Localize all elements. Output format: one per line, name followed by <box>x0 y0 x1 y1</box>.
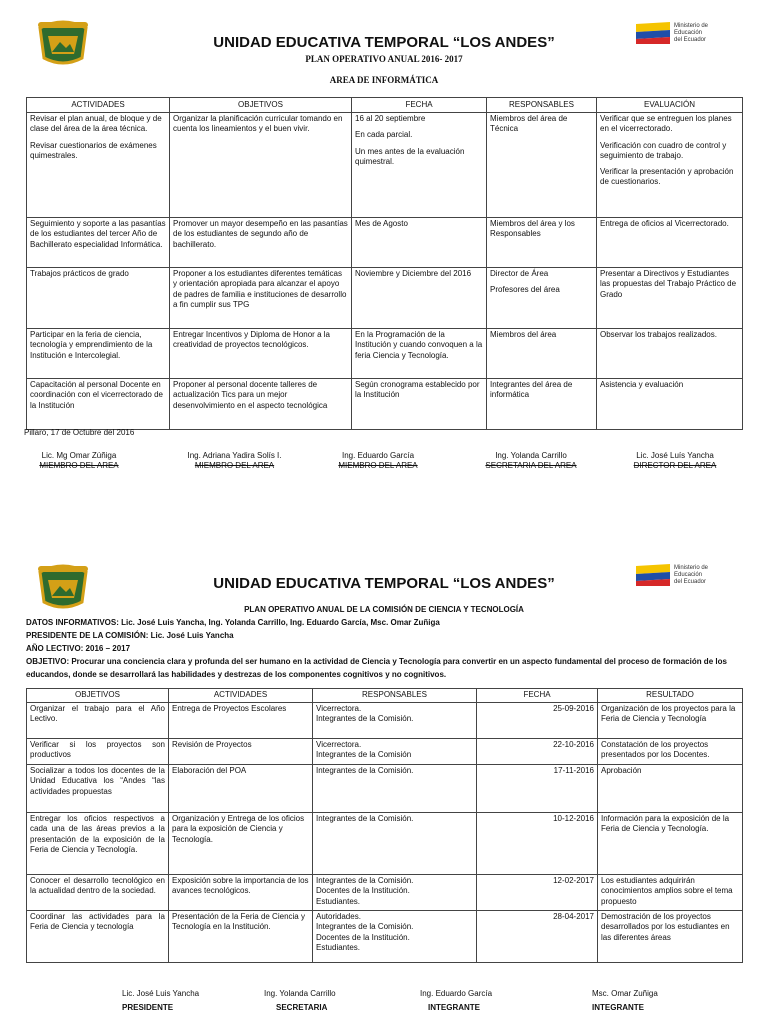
cell-resultado: Demostración de los proyectos desarrollados por los estudiantes en las diferentes áreas <box>598 911 743 963</box>
cell-line: Mes de Agosto <box>355 219 408 228</box>
header-actividades: ACTIVIDADES <box>27 98 170 113</box>
signature-name: Lic. Mg Omar Zúñiga <box>41 451 117 460</box>
signature-name: Ing. Yolanda Carrillo <box>495 451 567 460</box>
cell-line: Profesores del área <box>490 285 560 295</box>
signature-2 <box>172 451 297 471</box>
cell-line: Según cronograma establecido por la Institución <box>355 380 480 400</box>
signature-1 <box>24 451 134 471</box>
place-date: Pillaro, 17 de Octubre del 2016 <box>24 428 135 437</box>
table-row <box>27 268 743 329</box>
cell-resultado: Los estudiantes adquirirán conocimientos amplios sobre el tema propuesto <box>598 875 743 911</box>
cell-line: Integrantes de la Comisión. <box>316 714 414 724</box>
table-row <box>27 813 743 875</box>
cell-line: Miembros del área y los Responsables <box>490 219 575 239</box>
area-title: AREA DE INFORMÁTICA <box>329 75 439 85</box>
cell-responsables <box>313 875 477 911</box>
cell-actividades <box>27 218 170 268</box>
cell-actividades <box>27 268 170 329</box>
signature-2 <box>264 987 336 1015</box>
cell-objetivos: Conocer el desarrollo tecnológico en la actualidad dentro de la sociedad. <box>27 875 169 911</box>
cell-objetivos <box>170 379 352 430</box>
cell-responsables <box>313 703 477 739</box>
cell-objetivos <box>170 218 352 268</box>
datos-informativos: DATOS INFORMATIVOS: Lic. José Luis Yancha, Ing. Yolanda Carrillo, Ing. Eduardo García, Msc. Omar Zuñiga <box>26 618 440 627</box>
cell-line: Seguimiento y soporte a las pasantías de los estudiantes del tercer Año de Bachillerato especialidad Informática. <box>30 219 166 249</box>
signature-name: Ing. Adriana Yadira Solís I. <box>187 451 282 460</box>
cell-line: En la Programación de la Institución y cuando convoquen a la feria Ciencia y Tecnología. <box>355 330 483 360</box>
cell-actividades <box>27 329 170 379</box>
objetivo-general: OBJETIVO: Procurar una conciencia clara y profunda del ser humano en la actividad de Ciencia y Tecnología para convertir en un aspecto fundamental del proceso de formación de los educandos, donde se desarrollará las habilidades y destrezas de los componentes cognitivos y no cognitivos. <box>26 657 727 679</box>
header-fecha: FECHA <box>477 689 598 703</box>
cell-line: 16 al 20 septiembre <box>355 114 426 123</box>
header-objetivos: OBJETIVOS <box>27 689 169 703</box>
header-actividades: ACTIVIDADES <box>169 689 313 703</box>
signature-3 <box>420 987 492 1015</box>
informatica-plan-table <box>26 97 743 430</box>
header-responsables: RESPONSABLES <box>487 98 597 113</box>
cell-line: Autoridades. <box>316 912 361 921</box>
table-row <box>27 113 743 218</box>
table-row <box>27 703 743 739</box>
header-evaluacion: EVALUACIÓN <box>597 98 743 113</box>
header-fecha: FECHA <box>352 98 487 113</box>
cell-responsables <box>487 218 597 268</box>
cell-line: En cada parcial. <box>355 130 413 140</box>
plan-title: PLAN OPERATIVO ANUAL DE LA COMISIÓN DE CIENCIA Y TECNOLOGÍA <box>244 605 524 614</box>
cell-resultado: Información para la exposición de la Feria de Ciencia y Tecnología. <box>598 813 743 875</box>
cell-fecha: 12-02-2017 <box>477 875 598 911</box>
cell-fecha <box>352 268 487 329</box>
cell-responsables <box>487 379 597 430</box>
signature-name: Ing. Eduardo García <box>420 989 493 998</box>
cell-actividades: Entrega de Proyectos Escolares <box>169 703 313 739</box>
cell-line: Revisar el plan anual, de bloque y de clase del área de la área técnica. <box>30 114 162 134</box>
signature-4 <box>592 987 658 1015</box>
cell-line: Proponer a los estudiantes diferentes temáticas y orientación apropiada para alcanzar el apoyo de padres de familia e instituciones de desarrollo a fin cumplir sus TPG <box>173 269 347 309</box>
cell-evaluacion <box>597 379 743 430</box>
school-title: UNIDAD EDUCATIVA TEMPORAL “LOS ANDES” <box>213 34 555 51</box>
cell-line: Integrantes de la Comisión. <box>316 814 414 823</box>
cell-line: Integrantes de la Comisión. <box>316 922 414 932</box>
cell-line: Noviembre y Diciembre del 2016 <box>355 269 472 278</box>
comision-plan-table <box>26 688 743 963</box>
cell-line: Docentes de la Institución. <box>316 886 410 896</box>
ministry-label: Ministerio de Educación del Ecuador <box>674 564 709 585</box>
cell-line: Presentar a Directivos y Estudiantes las propuestas del Trabajo Práctico de Grado <box>600 269 737 299</box>
cell-objetivos <box>170 113 352 218</box>
table-row <box>27 875 743 911</box>
cell-line: Verificar la presentación y aprobación de cuestionarios. <box>600 167 734 187</box>
signature-name: Lic. José Luis Yancha <box>122 989 200 998</box>
cell-fecha <box>352 379 487 430</box>
cell-line: Miembros del área <box>490 330 557 339</box>
signature-role: INTEGRANTE <box>592 1003 644 1012</box>
cell-line: Verificar que se entreguen los planes en el vicerrectorado. <box>600 114 732 134</box>
signature-name: Lic. José Luís Yancha <box>636 451 714 460</box>
signature-role: DIRECTOR DEL AREA <box>633 461 717 470</box>
cell-resultado: Organización de los proyectos para la Feria de Ciencia y Tecnología <box>598 703 743 739</box>
cell-line: Participar en la feria de ciencia, tecnología y emprendimiento de la Institución e Intercolegial. <box>30 330 153 360</box>
cell-line: Revisar cuestionarios de exámenes quimestrales. <box>30 140 157 160</box>
cell-responsables <box>487 113 597 218</box>
signature-role: MIEMBRO DEL AREA <box>338 461 418 470</box>
cell-fecha: 28-04-2017 <box>477 911 598 963</box>
table-row <box>27 739 743 765</box>
cell-evaluacion <box>597 218 743 268</box>
signature-1 <box>122 987 199 1015</box>
cell-actividades: Elaboración del POA <box>169 765 313 813</box>
header-responsables: RESPONSABLES <box>313 689 477 703</box>
cell-objetivos: Verificar si los proyectos son productivos <box>27 739 169 765</box>
cell-fecha <box>352 329 487 379</box>
cell-line: Integrantes de la Comisión <box>316 750 412 760</box>
cell-evaluacion <box>597 268 743 329</box>
cell-objetivos: Coordinar las actividades para la Feria de Ciencia y tecnología <box>27 911 169 963</box>
cell-line: Integrantes de la Comisión. <box>316 766 414 775</box>
cell-line: Asistencia y evaluación <box>600 380 684 389</box>
table-row <box>27 765 743 813</box>
cell-responsables <box>313 911 477 963</box>
signature-4 <box>470 451 592 471</box>
cell-line: Estudiantes. <box>316 942 361 952</box>
cell-objetivos: Organizar el trabajo para el Año Lectivo. <box>27 703 169 739</box>
cell-actividades: Exposición sobre la importancia de los avances tecnológicos. <box>169 875 313 911</box>
cell-fecha <box>352 218 487 268</box>
cell-objetivos: Entregar los oficios respectivos a cada una de las áreas previos a la presentación de la exposición de la Feria de Ciencia y Tecnología. <box>27 813 169 875</box>
cell-resultado: Aprobación <box>598 765 743 813</box>
cell-actividades: Organización y Entrega de los oficios para la exposición de Ciencia y Tecnología. <box>169 813 313 875</box>
cell-line: Vicerrectora. <box>316 740 362 749</box>
cell-line: Entrega de oficios al Vicerrectorado. <box>600 219 729 228</box>
cell-actividades: Presentación de la Feria de Ciencia y Tecnología en la Institución. <box>169 911 313 963</box>
table-row <box>27 329 743 379</box>
cell-line: Promover un mayor desempeño en las pasantías de los estudiantes de segundo año de bachillerato. <box>173 219 348 249</box>
plan-title: PLAN OPERATIVO ANUAL 2016- 2017 <box>305 54 463 64</box>
signature-role: SECRETARIA DEL AREA <box>485 461 577 470</box>
signature-5 <box>610 451 740 471</box>
cell-responsables <box>487 268 597 329</box>
cell-objetivos <box>170 268 352 329</box>
signature-name: Ing. Yolanda Carrillo <box>264 989 336 998</box>
cell-actividades: Revisión de Proyectos <box>169 739 313 765</box>
cell-line: Vicerrectora. <box>316 704 362 713</box>
cell-responsables <box>313 739 477 765</box>
poa-informatica-page <box>0 0 768 500</box>
cell-line: Trabajos prácticos de grado <box>30 269 129 278</box>
ministry-label: Ministerio de Educación del Ecuador <box>674 22 709 43</box>
cell-responsables <box>313 765 477 813</box>
signature-role: PRESIDENTE <box>122 1003 174 1012</box>
cell-evaluacion <box>597 329 743 379</box>
signature-name: Msc. Omar Zuñiga <box>592 989 658 998</box>
cell-responsables <box>487 329 597 379</box>
cell-line: Observar los trabajos realizados. <box>600 330 717 339</box>
table-row <box>27 379 743 430</box>
cell-line: Director de Área <box>490 269 549 278</box>
cell-responsables <box>313 813 477 875</box>
cell-line: Un mes antes de la evaluación quimestral. <box>355 146 465 166</box>
anio-lectivo: AÑO LECTIVO: 2016 – 2017 <box>26 644 131 653</box>
cell-line: Verificación con cuadro de control y seguimiento de trabajo. <box>600 140 727 160</box>
cell-line: Proponer al personal docente talleres de actualización Tics para un mejor desenvolvimiento en el aspecto tecnológica <box>173 380 328 410</box>
cell-line: Integrantes de la Comisión. <box>316 876 414 885</box>
signature-role: MIEMBRO DEL AREA <box>194 461 275 470</box>
signature-role: MIEMBRO DEL AREA <box>39 461 119 470</box>
cell-evaluacion <box>597 113 743 218</box>
cell-line: Integrantes del área de informática <box>490 380 573 400</box>
cell-line: Entregar Incentivos y Diploma de Honor a la creatividad de proyectos tecnológicos. <box>173 330 330 350</box>
cell-line: Docentes de la Institución. <box>316 932 410 942</box>
school-title: UNIDAD EDUCATIVA TEMPORAL “LOS ANDES” <box>213 575 555 592</box>
cell-line: Capacitación al personal Docente en coordinación con el vicerrectorado de la Institución <box>30 380 163 410</box>
cell-fecha: 22-10-2016 <box>477 739 598 765</box>
cell-fecha: 25-09-2016 <box>477 703 598 739</box>
header-objetivos: OBJETIVOS <box>170 98 352 113</box>
signature-role: INTEGRANTE <box>428 1003 480 1012</box>
signature-3 <box>324 451 432 471</box>
cell-actividades <box>27 379 170 430</box>
cell-objetivos: Socializar a todos los docentes de la Unidad Educativa los “Andes “las actividades propuestas <box>27 765 169 813</box>
cell-line: Organizar la planificación curricular tomando en cuenta los lineamientos y el buen vivir. <box>173 114 343 134</box>
signature-name: Ing. Eduardo García <box>341 451 415 460</box>
signature-role: SECRETARIA <box>276 1003 328 1012</box>
cell-line: Estudiantes. <box>316 896 361 906</box>
header-resultado: RESULTADO <box>598 689 743 703</box>
cell-fecha: 17-11-2016 <box>477 765 598 813</box>
cell-actividades <box>27 113 170 218</box>
cell-objetivos <box>170 329 352 379</box>
cell-resultado: Constatación de los proyectos presentados por los Docentes. <box>598 739 743 765</box>
table-row <box>27 911 743 963</box>
cell-fecha: 10-12-2016 <box>477 813 598 875</box>
table-row <box>27 218 743 268</box>
cell-fecha <box>352 113 487 218</box>
cell-line: Miembros del área de Técnica <box>490 114 568 134</box>
presidente-comision: PRESIDENTE DE LA COMISIÓN: Lic. José Luis Yancha <box>26 631 234 640</box>
poa-comision-page <box>0 540 768 1024</box>
